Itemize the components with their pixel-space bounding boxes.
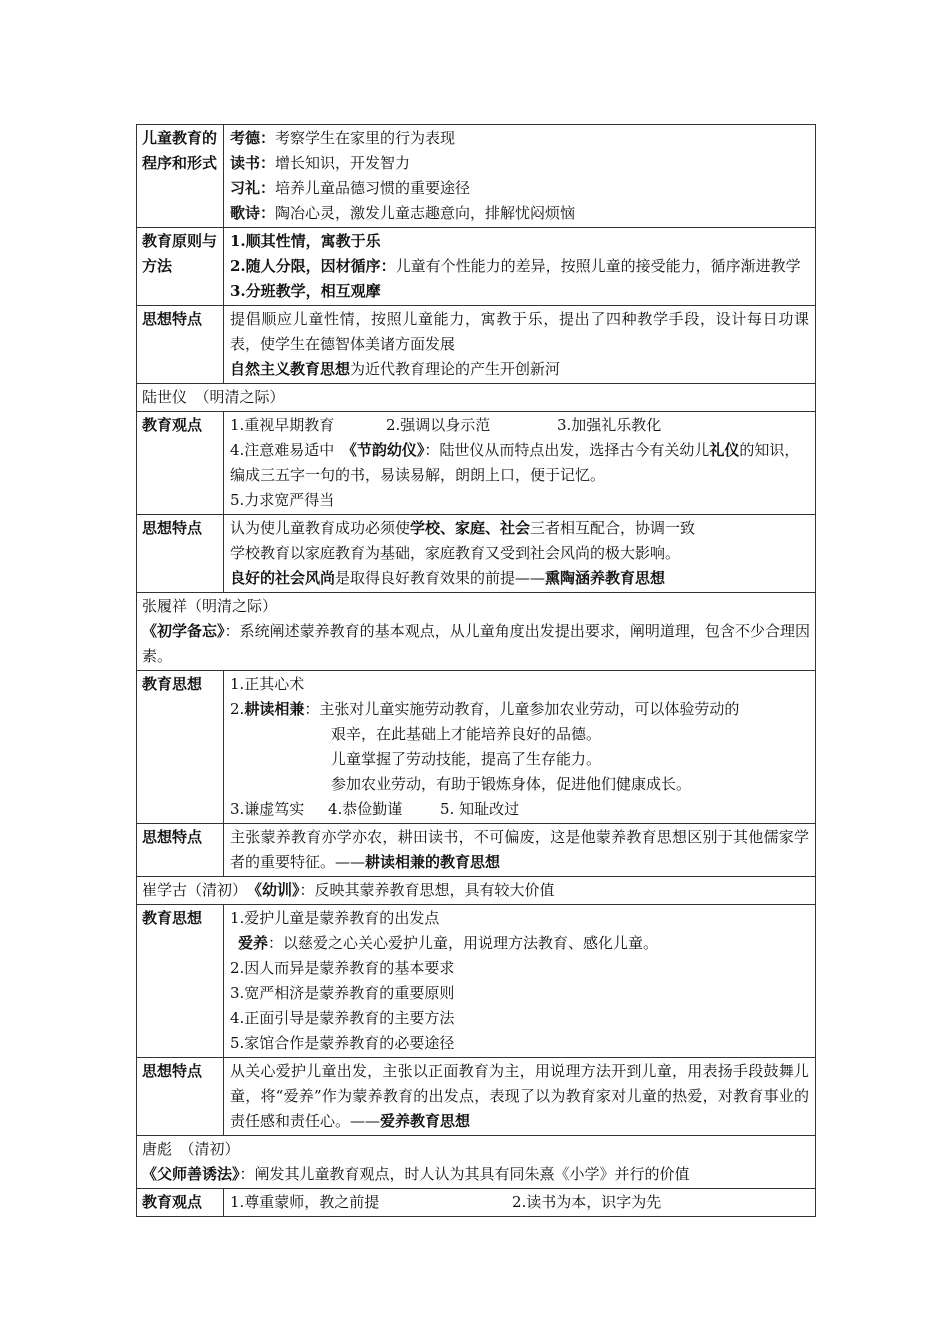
text: ：反映其蒙养教育思想，具有较大价值 (299, 881, 555, 899)
item: 2.读书为本，识字为先 (512, 1193, 662, 1211)
row-label: 思想特点 (137, 1058, 224, 1136)
row-label: 思想特点 (137, 824, 224, 877)
row-views (137, 412, 816, 515)
item: 1.尊重蒙师，教之前提 (230, 1193, 380, 1211)
text: 是取得良好教育效果的前提—— (335, 569, 546, 587)
item: 3.谦虚笃实 (230, 800, 305, 818)
item: 2.强调以身示范 (386, 416, 491, 434)
row-label: 教育思想 (137, 671, 224, 824)
term: 学校、家庭、社会 (410, 519, 531, 537)
book-title: 《节韵幼仪》 (349, 441, 425, 459)
text: ：陆世仪从而特点出发，选择古今有关幼儿 (424, 441, 710, 459)
term: 良好的社会风尚 (230, 569, 336, 587)
text: 从关心爱护儿童出发，主张以正面教育为主，用说理方法开到儿童，用表扬手段鼓舞儿童，将“爱养”作为蒙养教育的出发点，表现了以为教育家对儿童的热爱，对教育事业的责任感和责任心。—— (230, 1062, 809, 1130)
text: 为近代教育理论的产生开创新河 (350, 360, 561, 378)
row-procedure (137, 125, 816, 228)
term: 耕读相兼 (244, 700, 305, 718)
item: 5. 知耻改过 (440, 800, 520, 818)
row-label: 教育思想 (137, 905, 224, 1058)
row-label: 教育观点 (137, 1189, 224, 1217)
person-header-tang (137, 1136, 816, 1189)
row-label: 教育原则与方法 (137, 228, 224, 306)
text: 陶冶心灵，激发儿童志趣意向，排解忧闷烦恼 (275, 204, 576, 222)
item: 1.重视早期教育 (230, 416, 335, 434)
text: 考察学生在家里的行为表现 (275, 129, 456, 147)
row-content (224, 228, 816, 306)
text: 学校教育以家庭教育为基础，家庭教育又受到社会风尚的极大影响。 (230, 544, 681, 562)
row-content (224, 905, 816, 1058)
book-title: 《初学备忘》 (142, 622, 225, 640)
row-principles (137, 228, 816, 306)
term: 爱养教育思想 (380, 1112, 471, 1130)
term: 爱养 (238, 934, 269, 952)
row-content (224, 1189, 816, 1217)
row-content (224, 671, 816, 824)
text: ：主张对儿童实施劳动教育，儿童参加农业劳动，可以体验劳动的 (304, 700, 740, 718)
row-content (224, 824, 816, 877)
person-header-lu (137, 384, 816, 412)
text: ：系统阐述蒙养教育的基本观点，从儿童角度出发提出要求，阐明道理，包含不少合理因素。 (142, 622, 810, 665)
term: 耕读相兼的教育思想 (365, 853, 501, 871)
row-features (137, 824, 816, 877)
term: 熏陶涵养教育思想 (545, 569, 666, 587)
item: 1.爱护儿童是蒙养教育的出发点 (230, 909, 440, 927)
item: 5.力求宽严得当 (230, 491, 335, 509)
text: 儿童有个性能力的差异，按照儿童的接受能力，循序渐进教学 (395, 257, 801, 275)
text: 的知识，编成三五字一句的书，易读易解，朗朗上口，便于记忆。 (230, 441, 800, 484)
item: 3.加强礼乐教化 (557, 416, 662, 434)
person-intro (137, 593, 816, 671)
term: 歌诗： (230, 204, 276, 222)
term: 读书： (230, 154, 276, 172)
person-name: 唐彪 （清初） (142, 1140, 240, 1158)
term: 考德： (230, 129, 276, 147)
row-thought (137, 671, 816, 824)
person-name: 陆世仪 （明清之际） (137, 384, 816, 412)
term: 2.随人分限，因材循序： (230, 257, 396, 275)
text: 儿童掌握了劳动技能，提高了生存能力。 (331, 750, 602, 768)
book-title: 《幼训》 (254, 881, 300, 899)
row-features (137, 515, 816, 593)
row-thought (137, 905, 816, 1058)
person-name: 张履祥（明清之际） (142, 597, 278, 615)
text: ：以慈爱之心关心爱护儿童，用说理方法教育、感化儿童。 (268, 934, 659, 952)
term: 习礼： (230, 179, 276, 197)
row-label: 教育观点 (137, 412, 224, 515)
person-intro (137, 1136, 816, 1189)
text: 增长知识，开发智力 (275, 154, 411, 172)
content-table (136, 124, 816, 1217)
text: 艰辛，在此基础上才能培养良好的品德。 (331, 725, 602, 743)
row-label: 思想特点 (137, 515, 224, 593)
person-header-cui (137, 877, 816, 905)
row-content (224, 412, 816, 515)
row-label: 儿童教育的程序和形式 (137, 125, 224, 228)
person-header-zhang (137, 593, 816, 671)
text: 4.注意难易适中 (230, 441, 350, 459)
row-content (224, 1058, 816, 1136)
row-features (137, 306, 816, 384)
text: 提倡顺应儿童性情，按照儿童能力，寓教于乐，提出了四种教学手段，设计每日功课表，使学生在德智体美诸方面发展 (230, 310, 809, 353)
row-features (137, 1058, 816, 1136)
row-content (224, 306, 816, 384)
text: 主张蒙养教育亦学亦农，耕田读书，不可偏废，这是他蒙养教育思想区别于其他儒家学者的重要特征。—— (230, 828, 809, 871)
text: 3.分班教学，相互观摩 (230, 282, 381, 300)
item: 2.因人而异是蒙养教育的基本要求 (230, 959, 455, 977)
text: 参加农业劳动，有助于锻炼身体，促进他们健康成长。 (331, 775, 692, 793)
text: 1.顺其性情，寓教于乐 (230, 232, 381, 250)
text: 2. (230, 700, 245, 718)
person-name: 崔学古（清初） (142, 881, 255, 899)
row-content (224, 515, 816, 593)
row-views (137, 1189, 816, 1217)
item: 4.恭俭勤谨 (328, 800, 403, 818)
term: 自然主义教育思想 (230, 360, 351, 378)
row-content (224, 125, 816, 228)
item: 1.正其心术 (230, 675, 305, 693)
term: 礼仪 (709, 441, 740, 459)
item: 3.宽严相济是蒙养教育的重要原则 (230, 984, 455, 1002)
person-intro (137, 877, 816, 905)
book-title: 《父师善诱法》 (142, 1165, 240, 1183)
text: ：阐发其儿童教育观点，时人认为其具有同朱熹《小学》并行的价值 (239, 1165, 690, 1183)
row-label: 思想特点 (137, 306, 224, 384)
item: 4.正面引导是蒙养教育的主要方法 (230, 1009, 455, 1027)
item: 5.家馆合作是蒙养教育的必要途径 (230, 1034, 455, 1052)
text: 认为使儿童教育成功必须使 (230, 519, 411, 537)
text: 三者相互配合，协调一致 (530, 519, 696, 537)
text: 培养儿童品德习惯的重要途径 (275, 179, 471, 197)
